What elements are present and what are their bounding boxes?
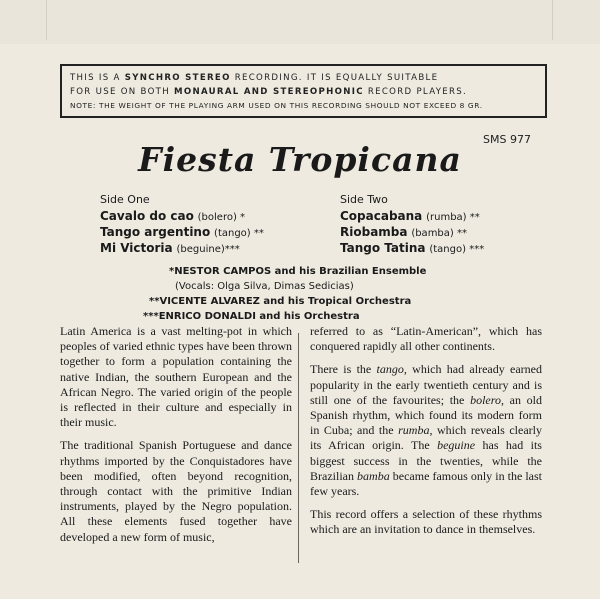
liner-notes-right	[310, 324, 542, 546]
track-name: Riobamba	[340, 225, 408, 239]
notes-text: has had its biggest success in the twenties, while the Brazilian	[310, 438, 542, 483]
track-mark: ***	[466, 244, 485, 255]
notes-paragraph: referred to as “Latin-American”, which has conquered rapidly all other continents.	[310, 324, 542, 354]
track-item	[100, 225, 264, 241]
track-item	[100, 241, 264, 257]
side-two-heading: Side Two	[340, 193, 388, 206]
side-two-list	[340, 193, 484, 257]
notice-line-3: NOTE: THE WEIGHT OF THE PLAYING ARM USED ON THIS RECORDING SHOULD NOT EXCEED 8 GR.	[70, 101, 483, 110]
track-name: Tango argentino	[100, 225, 211, 239]
notice-text: RECORD PLAYERS.	[363, 87, 468, 97]
notes-text: , which had already earned popularity in the early twentieth century and is still one of the favourites; the	[310, 362, 542, 407]
notice-emphasis: SYNCHRO STEREO	[124, 73, 231, 83]
track-name: Copacabana	[340, 209, 423, 223]
track-item	[340, 209, 484, 225]
track-genre: (tango)	[429, 244, 467, 255]
notes-italic: rumba	[398, 423, 430, 438]
track-genre: (tango)	[214, 228, 251, 239]
track-genre: (rumba)	[426, 212, 467, 223]
track-genre: (bolero)	[197, 212, 237, 223]
track-item	[340, 241, 484, 257]
notes-italic: bamba	[357, 468, 390, 483]
column-divider	[298, 333, 299, 563]
track-mark: **	[466, 212, 480, 223]
credit-line: *NESTOR CAMPOS and his Brazilian Ensemble	[169, 266, 427, 277]
side-one-list	[100, 193, 264, 257]
track-genre: (beguine)	[176, 244, 225, 255]
track-mark: **	[250, 228, 264, 239]
performer-credits	[143, 264, 426, 324]
notes-italic: tango	[376, 362, 404, 377]
notes-italic: bolero	[470, 392, 501, 407]
notes-paragraph: This record offers a selection of these rhythms which are an invitation to dance in themselves.	[310, 507, 542, 537]
track-name: Tango Tatina	[340, 241, 426, 255]
flap-edge-left	[46, 0, 47, 40]
track-name: Mi Victoria	[100, 241, 173, 255]
track-item	[340, 225, 484, 241]
credit-line: **VICENTE ALVAREZ and his Tropical Orchestra	[149, 296, 412, 307]
album-title: Fiesta Tropicana	[138, 140, 462, 179]
notes-text: There is the	[310, 362, 377, 377]
notes-text: , an old Spanish rhythm, which found its modern form in Cuba; and the	[310, 392, 542, 438]
track-mark: *	[236, 212, 246, 223]
credit-vocals: (Vocals: Olga Silva, Dimas Sedicias)	[175, 281, 354, 292]
notice-line-1	[70, 71, 537, 85]
track-item	[100, 209, 264, 225]
notice-line-2	[70, 85, 537, 99]
liner-notes-left	[60, 324, 292, 553]
stereo-notice-box	[60, 64, 547, 118]
catalog-number: SMS 977	[483, 133, 531, 146]
notes-italic: beguine	[437, 438, 476, 453]
notes-paragraph	[310, 362, 542, 499]
notes-paragraph: Latin America is a vast melting-pot in which peoples of varied ethnic types have been thrown together to form a population containing the native Indian, the southern European and the African Negro. The varied origin of the people is reflected in their culture and especially in their music.	[60, 324, 292, 430]
notes-text: , which reveals clearly its African origin. The	[310, 423, 542, 453]
track-mark: ***	[224, 244, 240, 255]
notice-text: FOR USE ON BOTH	[70, 87, 174, 97]
notes-text: became famous only in the last few years.	[310, 468, 542, 499]
track-mark: **	[453, 228, 467, 239]
flap-edge-right	[552, 0, 553, 40]
notes-paragraph: The traditional Spanish Portuguese and dance rhythms imported by the Conquistadores have been modified, often beyond recognition, through contact with the primitive Indian instruments, played by the Negro population. All these elements fused together have developed a new form of music,	[60, 438, 292, 544]
track-name: Cavalo do cao	[100, 209, 194, 223]
notice-text: RECORDING. IT IS EQUALLY SUITABLE	[230, 73, 439, 83]
track-genre: (bamba)	[411, 228, 454, 239]
side-one-heading: Side One	[100, 193, 150, 206]
sleeve-top-flap	[0, 0, 600, 44]
credit-line: ***ENRICO DONALDI and his Orchestra	[143, 311, 360, 322]
notice-emphasis: MONAURAL AND STEREOPHONIC	[174, 87, 364, 97]
notice-text: THIS IS A	[70, 73, 125, 83]
